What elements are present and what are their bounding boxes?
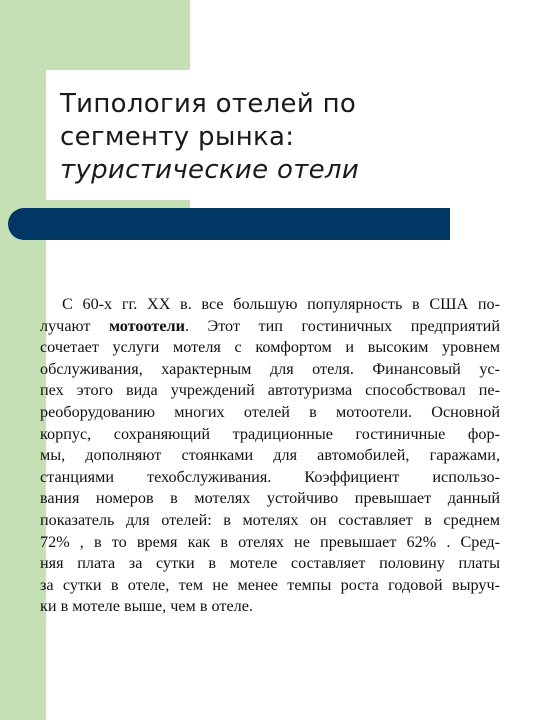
body-paragraph <box>40 294 500 618</box>
body-line: за сутки в отеле, тем не менее темпы роста годовой выруч- <box>40 575 500 594</box>
body-line: С 60-х гг. XX в. все большую популярность в США по- <box>62 295 500 313</box>
body-line: пех этого вида учреждений автотуризма способствовал пе- <box>40 381 500 400</box>
body-line: корпус, сохраняющий традиционные гостиничные фор- <box>40 424 500 443</box>
title-line-3-italic: туристические отели <box>60 155 360 185</box>
body-line: станциями техобслуживания. Коэффициент использо- <box>40 467 500 486</box>
body-line: реоборудованию многих отелей в мотоотели. Основной <box>40 402 500 421</box>
title-underline-bar <box>8 208 450 240</box>
body-line: 72% , в то время как в отелях не превышает 62% . Сред- <box>40 532 500 551</box>
body-line: сочетает услуги мотеля с комфортом и высоким уровнем <box>40 338 500 357</box>
body-line: обслуживания, характерным для отеля. Финансовый ус- <box>40 359 500 378</box>
body-line: вания номеров в мотелях устойчиво превышает данный <box>40 489 500 508</box>
body-line: показатель для отелей: в мотелях он составляет в среднем <box>40 510 500 529</box>
title-line-1: Типология отелей по <box>60 89 357 119</box>
slide-title <box>60 88 450 187</box>
body-line: мы, дополняют стоянками для автомобилей, гаражами, <box>40 446 500 465</box>
body-line: лучают мотоотели. Этот тип гостиничных предприятий <box>40 316 500 335</box>
bold-term-mootels: мотоотели <box>108 316 185 335</box>
body-line: няя плата за сутки в мотеле составляет половину платы <box>40 554 500 573</box>
body-line: ки в мотеле выше, чем в отеле. <box>40 597 253 616</box>
title-line-2: сегменту рынка: <box>60 122 295 152</box>
